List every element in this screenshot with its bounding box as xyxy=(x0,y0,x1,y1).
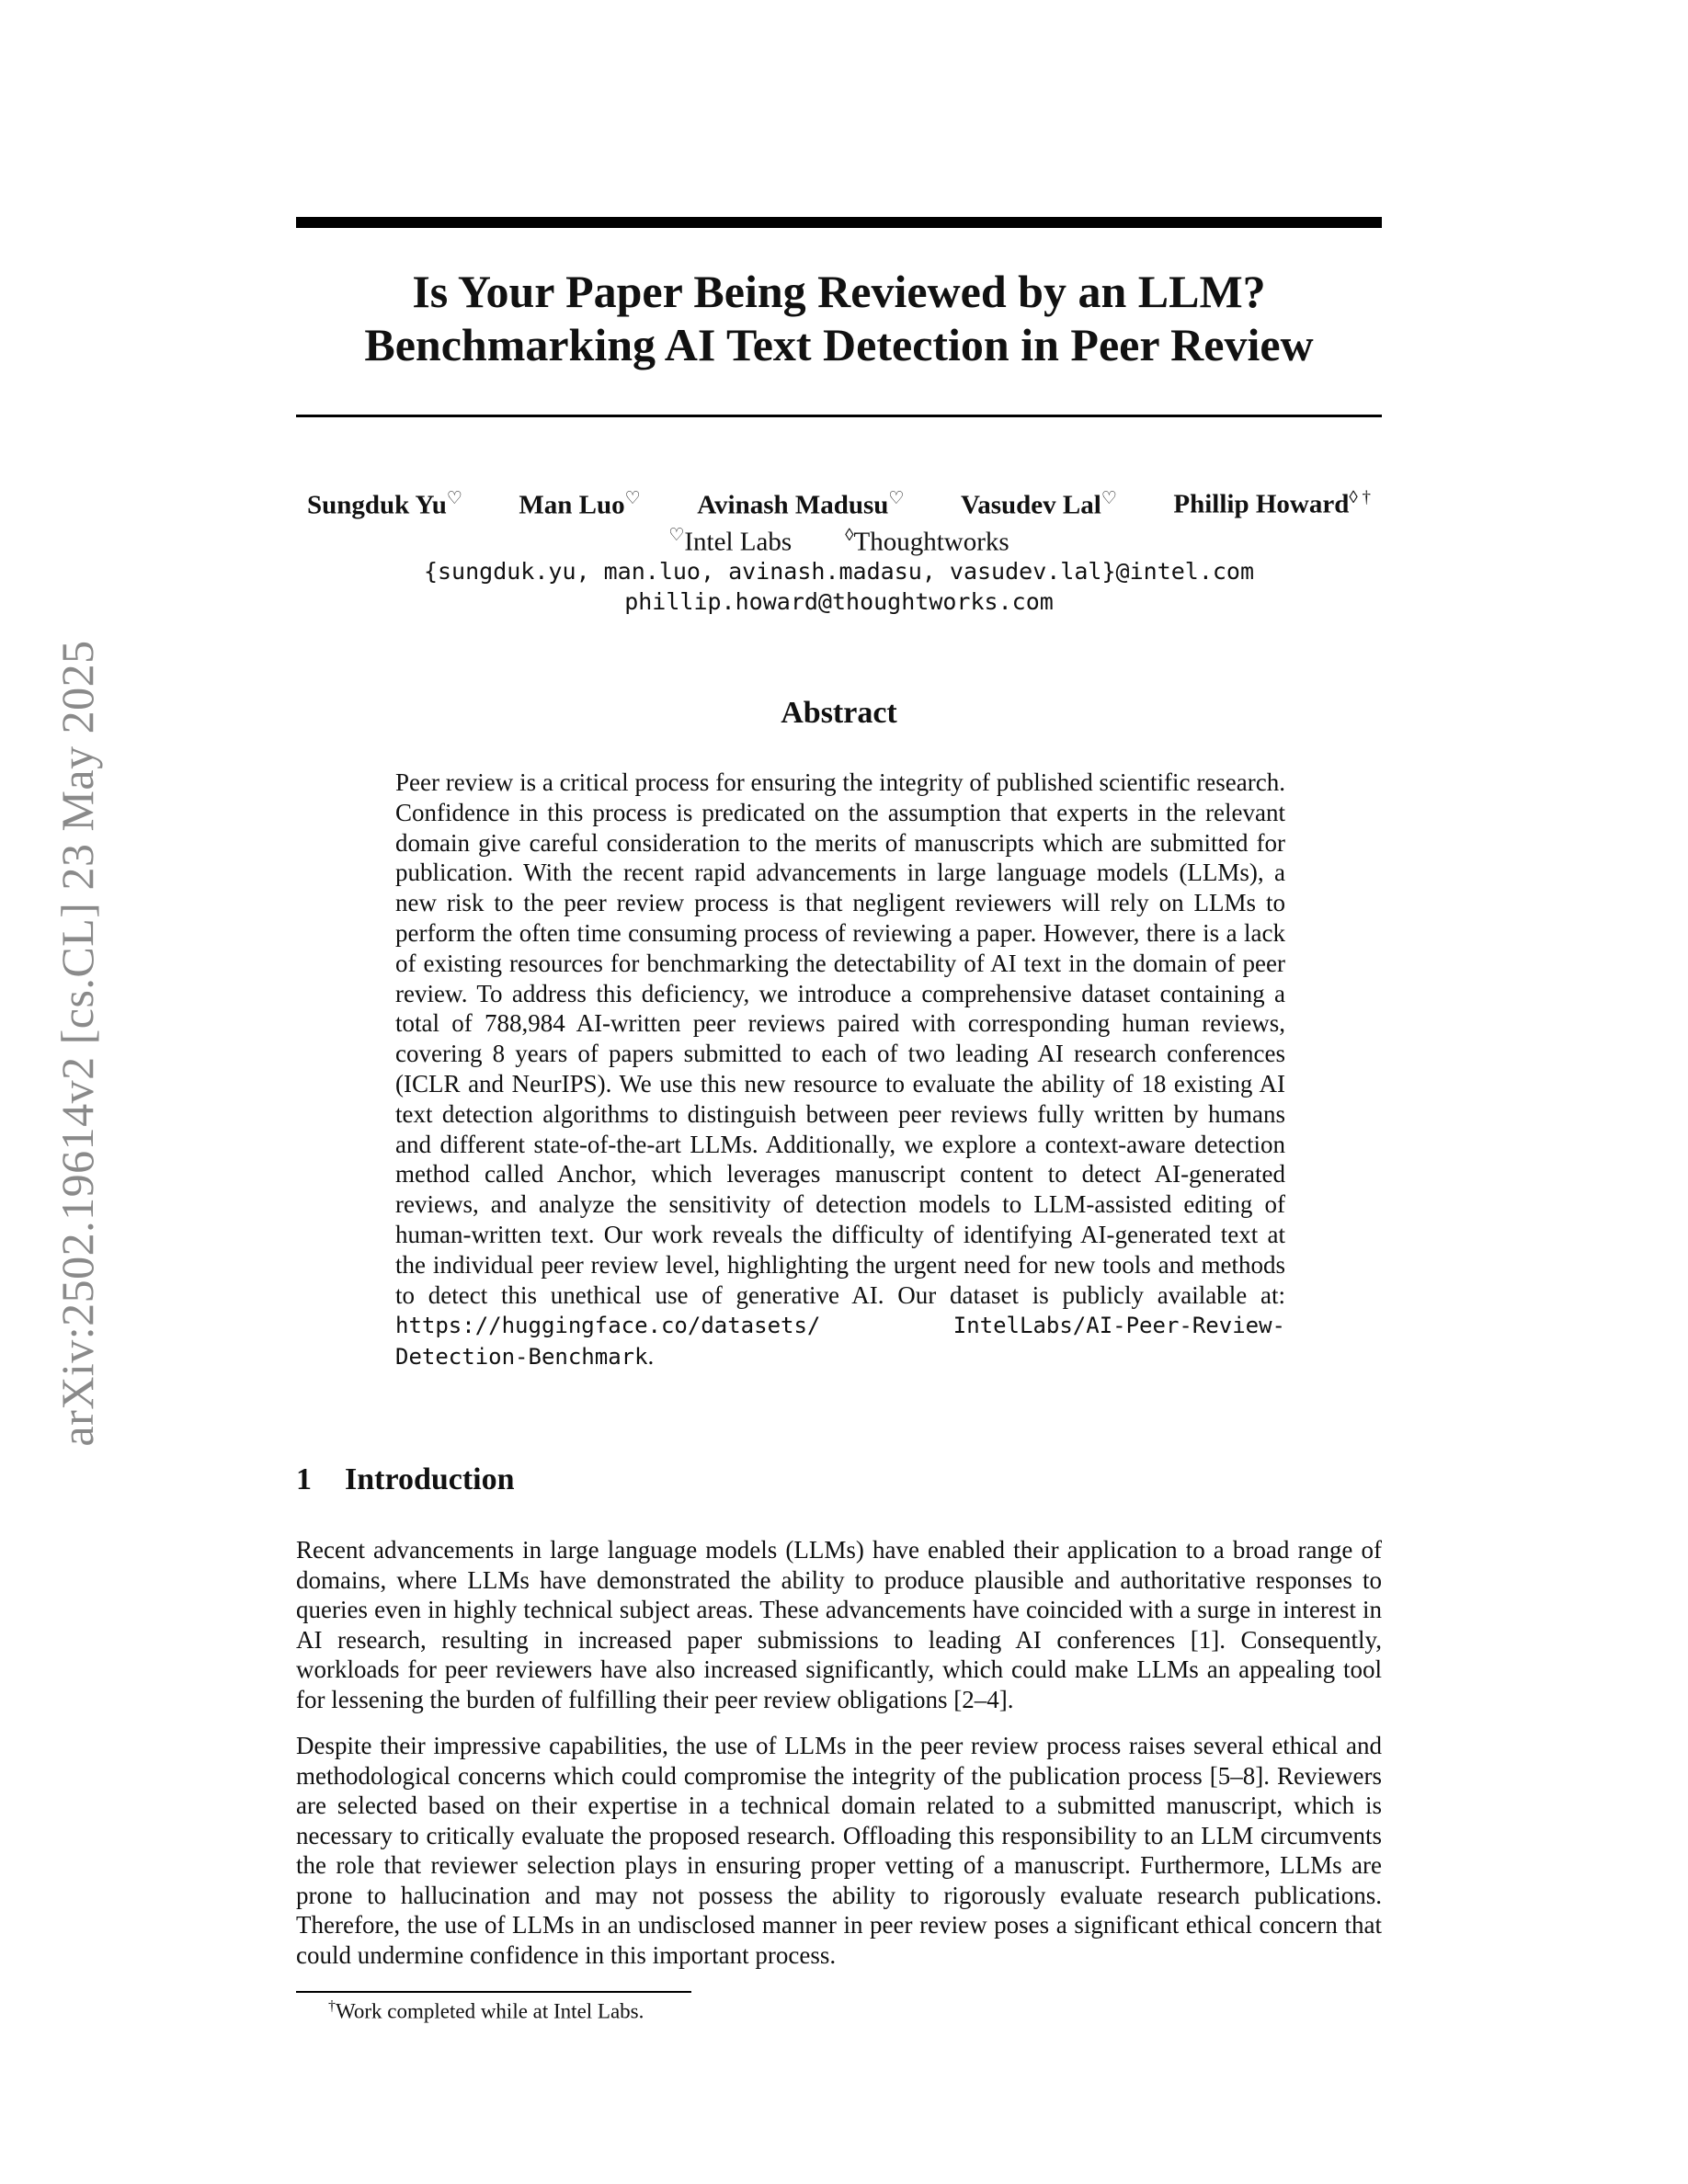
abstract-body: Peer review is a critical process for ensuring the integrity of published scientific research. Confidence in this process is predicated on the assumption that experts in the relevant domain give careful consideration to the merits of manuscripts which are submitted for publication. With the recent rapid advancements in large language models (LLMs), a new risk to the peer review process is that negligent reviewers will rely on LLMs to perform the often time consuming process of reviewing a paper. However, there is a lack of existing resources for benchmarking the detectability of AI text in the domain of peer review. To address this deficiency, we introduce a comprehensive dataset containing a total of 788,984 AI-written peer reviews paired with corresponding human reviews, covering 8 years of papers submitted to each of two leading AI research conferences (ICLR and NeurIPS). We use this new resource to evaluate the ability of 18 existing AI text detection algorithms to distinguish between peer reviews fully written by humans and different state-of-the-art LLMs. Additionally, we explore a context-aware detection method called Anchor, which leverages manuscript content to detect AI-generated reviews, and analyze the sensitivity of detection models to LLM-assisted editing of human-written text. Our work reveals the difficulty of identifying AI-generated text at the individual peer review level, highlighting the urgent need for new tools and methods to detect this unethical use of generative AI. Our dataset is publicly available at: https://huggingface.co/datasets/ IntelLabs/AI-Peer-Review-Detection-Benchmark. xyxy=(395,768,1285,1371)
arxiv-identifier-stamp xyxy=(0,0,110,2184)
author-list xyxy=(296,488,1382,521)
paper-title xyxy=(296,265,1382,371)
affiliation-mark: ♡ xyxy=(668,526,685,545)
affiliation-list xyxy=(296,525,1382,558)
affiliation-mark: ◊ † xyxy=(1349,488,1371,507)
affiliation-mark: ♡ xyxy=(446,489,462,508)
affiliation-mark: ♡ xyxy=(1101,489,1117,508)
paper-title-line-2: Benchmarking AI Text Detection in Peer Review xyxy=(364,319,1314,370)
footnote xyxy=(328,1998,644,2024)
author: Avinash Madusu♡ xyxy=(697,489,905,520)
footnote-rule xyxy=(296,1991,691,1993)
author-emails-intel[interactable]: {sungduk.yu, man.luo, avinash.madasu, vasudev.lal}@intel.com xyxy=(423,558,1255,585)
introduction-heading xyxy=(296,1462,515,1497)
affiliation-name: Intel Labs xyxy=(684,527,793,557)
dataset-link[interactable]: https://huggingface.co/datasets/ IntelLabs/AI-Peer-Review-Detection-Benchmark xyxy=(395,1313,1285,1371)
introduction-paragraph-2: Despite their impressive capabilities, the use of LLMs in the peer review process raises several ethical and methodological concerns which could compromise the integrity of the publication process [5–8]. Reviewers are selected based on their expertise in a technical domain related to a submitted manuscript, which is necessary to critically evaluate the proposed research. Offloading this responsibility to an LLM circumvents the role that reviewer selection plays in ensuring proper vetting of a manuscript. Furthermore, LLMs are prone to hallucination and may not possess the ability to rigorously evaluate research publications. Therefore, the use of LLMs in an undisclosed manner in peer review poses a significant ethical concern that could undermine confidence in this important process. xyxy=(296,1732,1382,1969)
paper-title-line-1: Is Your Paper Being Reviewed by an LLM? xyxy=(412,266,1266,317)
affiliation-mark: ♡ xyxy=(624,489,641,508)
abstract-heading: Abstract xyxy=(781,696,897,730)
author: Sungduk Yu♡ xyxy=(307,489,462,520)
title-top-rule xyxy=(296,217,1382,228)
affiliation-mark: ◊ xyxy=(845,526,854,545)
affiliation-name: Thoughtworks xyxy=(853,527,1009,557)
introduction-paragraph-1: Recent advancements in large language models (LLMs) have enabled their application to a broad range of domains, where LLMs have demonstrated the ability to produce plausible and authoritative responses to queries even in highly technical subject areas. These advancements have coincided with a surge in interest in AI research, resulting in increased paper submissions to leading AI conferences [1]. Consequently, workloads for peer reviewers have also increased significantly, which could make LLMs an appealing tool for lessening the burden of fulfilling their peer review obligations [2–4]. xyxy=(296,1536,1382,1713)
title-bottom-rule xyxy=(296,415,1382,417)
author: Man Luo♡ xyxy=(519,489,641,520)
author: Phillip Howard◊ † xyxy=(1173,488,1371,519)
abstract-text: Peer review is a critical process for ensuring the integrity of published scientific research. Confidence in this process is predicated on the assumption that experts in the relevant domain give careful consideration to the merits of manuscripts which are submitted for publication. With the recent rapid advancements in large language models (LLMs), a new risk to the peer review process is that negligent reviewers will rely on LLMs to perform the often time consuming process of reviewing a paper. However, there is a lack of existing resources for benchmarking the detectability of AI text in the domain of peer review. To address this deficiency, we introduce a comprehensive dataset containing a total of 788,984 AI-written peer reviews paired with corresponding human reviews, covering 8 years of papers submitted to each of two leading AI research conferences (ICLR and NeurIPS). We use this new resource to evaluate the ability of 18 existing AI text detection algorithms to distinguish between peer reviews fully written by humans and different state-of-the-art LLMs. Additionally, we explore a context-aware detection method called Anchor, which leverages manuscript content to detect AI-generated reviews, and analyze the sensitivity of detection models to LLM-assisted editing of human-written text. Our work reveals the difficulty of identifying AI-generated text at the individual peer review level, highlighting the urgent need for new tools and methods to detect this unethical use of generative AI. Our dataset is publicly available at: xyxy=(395,768,1285,1309)
section-number: 1 xyxy=(296,1462,312,1496)
footnote-mark: † xyxy=(328,1998,336,2014)
footnote-text: Work completed while at Intel Labs. xyxy=(336,1999,644,2023)
section-title: Introduction xyxy=(345,1462,515,1496)
author-email-thoughtworks[interactable]: phillip.howard@thoughtworks.com xyxy=(624,588,1054,615)
arxiv-identifier-text: arXiv:2502.19614v2 [cs.CL] 23 May 2025 xyxy=(51,640,103,1447)
author: Vasudev Lal♡ xyxy=(960,489,1117,520)
affiliation-mark: ♡ xyxy=(888,489,905,508)
